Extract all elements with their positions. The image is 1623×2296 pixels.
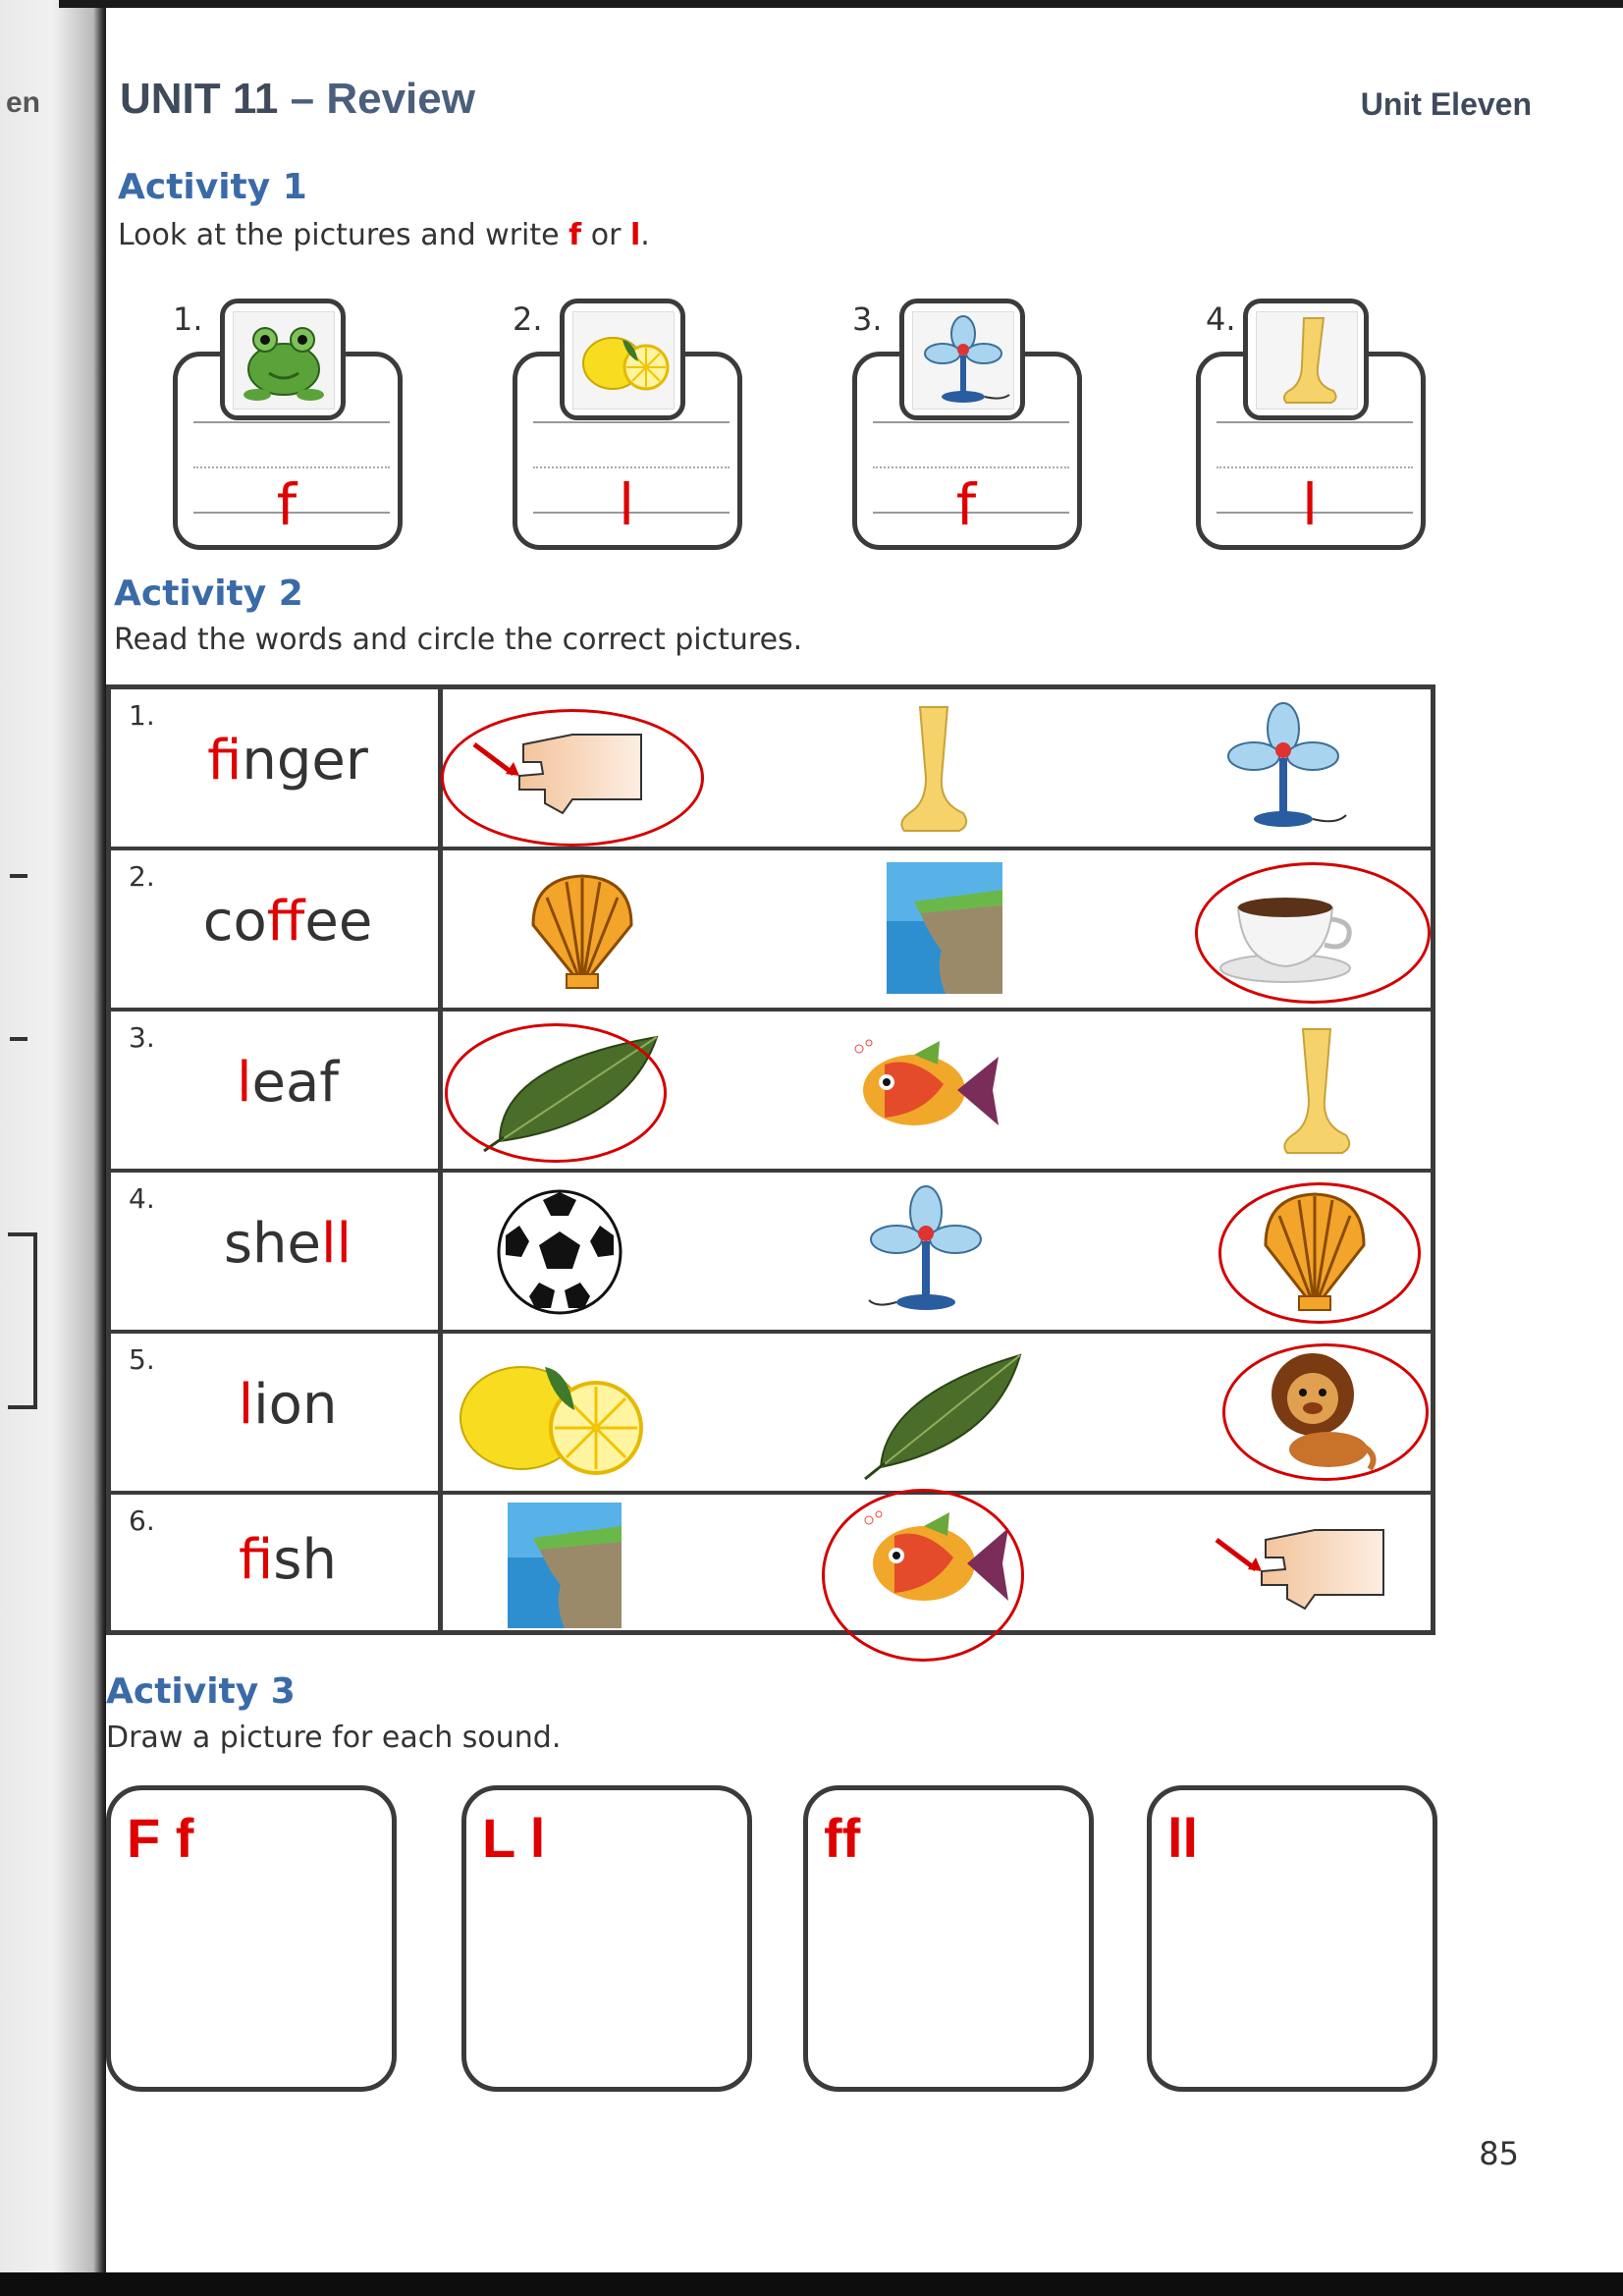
table-row (111, 850, 1431, 1011)
facing-page-dash (10, 874, 27, 878)
scan-bottom-edge (0, 2272, 1623, 2296)
card-number: 2. (513, 301, 543, 338)
activity2-title: Activity 2 (114, 574, 303, 614)
answer-circle (822, 1489, 1024, 1662)
answer-circle (1195, 862, 1431, 1004)
draw-box-l[interactable] (461, 1785, 752, 2092)
row-word: leaf (236, 1051, 340, 1115)
activity1-card (852, 297, 1080, 556)
activity3-title: Activity 3 (106, 1671, 296, 1712)
answer-circle (445, 1023, 667, 1163)
draw-box-f[interactable] (106, 1785, 397, 2092)
activity1-instruction: Look at the pictures and write f or l. (118, 218, 650, 252)
draw-box-label: L l (482, 1807, 546, 1869)
finger-icon[interactable] (1197, 1504, 1393, 1618)
draw-box-ff[interactable] (803, 1785, 1094, 2092)
card-picture-tab (220, 299, 346, 420)
leg-icon (1256, 311, 1358, 410)
row-number: 6. (129, 1504, 155, 1537)
book-spine-shadow (0, 0, 106, 2296)
scan-top-edge (59, 0, 1623, 8)
unit-running-head: Unit Eleven (1360, 86, 1532, 122)
shell-icon[interactable] (523, 868, 641, 996)
card-number: 1. (173, 301, 203, 338)
fan-icon[interactable] (857, 1182, 995, 1320)
draw-box-label: ff (824, 1807, 861, 1869)
unit-number: UNIT 11 (120, 75, 279, 123)
activity2-instruction: Read the words and circle the correct pictures. (114, 623, 803, 657)
leg-icon[interactable] (873, 701, 991, 839)
draw-box-ll[interactable] (1147, 1785, 1437, 2092)
fan-icon (912, 311, 1014, 410)
answer-circle (441, 709, 704, 847)
row-number: 4. (129, 1182, 155, 1215)
answer-circle (1218, 1182, 1421, 1324)
row-word: coffee (202, 890, 373, 954)
soccer-ball-icon[interactable] (494, 1186, 625, 1318)
answer-circle (1222, 1343, 1429, 1481)
draw-box-label: ll (1167, 1807, 1199, 1869)
leaf-icon[interactable] (857, 1345, 1024, 1483)
card-answer[interactable]: f (955, 471, 977, 538)
facing-page-dash (10, 1037, 27, 1041)
lemon-icon (572, 311, 675, 410)
activity1-card (513, 297, 740, 556)
frog-icon (233, 311, 335, 410)
lemon-icon[interactable] (451, 1347, 653, 1479)
card-number: 4. (1206, 301, 1236, 338)
card-picture-tab (899, 299, 1025, 420)
table-row (111, 1334, 1431, 1495)
leg-icon[interactable] (1256, 1023, 1374, 1161)
facing-page-box (8, 1232, 37, 1409)
row-number: 2. (129, 860, 155, 893)
activity3-instruction: Draw a picture for each sound. (106, 1721, 562, 1755)
draw-box-label: F f (127, 1807, 194, 1869)
page-title (120, 75, 475, 124)
row-number: 3. (129, 1021, 155, 1054)
card-answer[interactable]: l (618, 471, 635, 538)
fish-icon[interactable] (845, 1035, 1002, 1143)
page-number: 85 (1479, 2135, 1519, 2172)
fan-icon[interactable] (1215, 699, 1352, 837)
table-row (111, 1011, 1431, 1173)
row-word: shell (223, 1212, 352, 1276)
table-row (111, 1173, 1431, 1334)
card-number: 3. (852, 301, 883, 338)
unit-subtitle: – Review (290, 75, 475, 123)
row-word: finger (207, 729, 368, 793)
activity2-table (106, 684, 1435, 1635)
card-picture-tab (560, 299, 685, 420)
activity1-title: Activity 1 (118, 167, 307, 207)
activity1-card (173, 297, 401, 556)
cliff-icon[interactable] (508, 1503, 622, 1628)
card-picture-tab (1243, 299, 1369, 420)
row-word: fish (239, 1528, 337, 1592)
cliff-icon[interactable] (887, 862, 1002, 994)
row-number: 1. (129, 699, 155, 732)
card-answer[interactable]: l (1301, 471, 1319, 538)
activity1-card (1196, 297, 1424, 556)
row-number: 5. (129, 1343, 155, 1376)
table-row (111, 689, 1431, 850)
facing-page-fragment: en (6, 86, 41, 119)
card-answer[interactable]: f (276, 471, 298, 538)
row-word: lion (238, 1373, 338, 1437)
table-row (111, 1495, 1431, 1630)
